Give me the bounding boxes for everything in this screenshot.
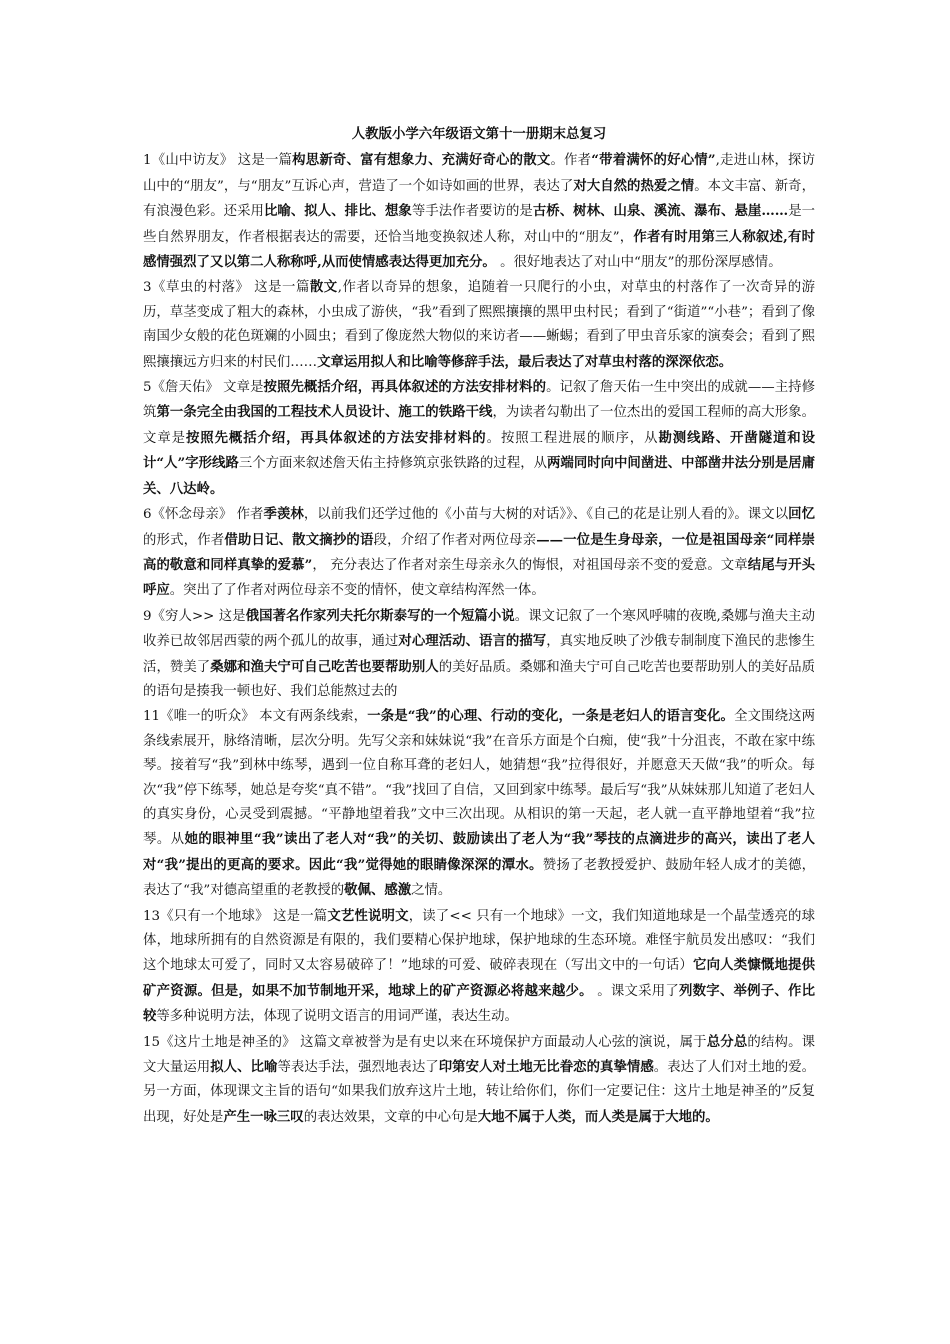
text-run: 的表达效果，文章的中心句是 <box>303 1109 478 1125</box>
bold-text: 第一条完全由我国的工程技术人员设计、施工的铁路干线 <box>156 404 493 421</box>
text-run: 段，介绍了作者对两位母亲 <box>373 532 537 548</box>
text-run: 的结构。课文大量运用 <box>143 1034 816 1076</box>
document-page <box>143 122 815 1130</box>
text-run: 1《山中访友》 这是一篇 <box>143 153 293 169</box>
bold-text: 按照先概括介绍，再具体叙述的方法安排材料的 <box>185 429 487 446</box>
text-run: 15《这片土地是神圣的》 这篇文章被誉为是有史以来在环境保护方面最动人心弦的演说，属于 <box>143 1034 707 1050</box>
bold-text: 印第安人对土地无比眷恋的真挚情感 <box>438 1059 654 1076</box>
text-run: ，以前我们还学过他的《小苗与大树的对话》》、《自己的花是让别人看的》。课文以 <box>303 507 789 523</box>
text-run: 之情。 <box>411 883 452 899</box>
text-run: 3《草虫的村落》 这是一篇 <box>143 280 310 296</box>
bold-text: 回忆 <box>788 506 816 523</box>
text-run: 6《怀念母亲》 作者 <box>143 507 264 523</box>
text-run: 的形式，作者 <box>143 532 225 548</box>
paragraph <box>143 275 815 375</box>
text-run: ， 充分表达了作者对亲生母亲永久的悔恨，对祖国母亲不变的爱意。文章 <box>312 557 748 573</box>
text-run: 11《唯一的听众》 本文有两条线索， <box>143 709 368 725</box>
bold-text: “带着满怀的好心情” <box>591 152 716 169</box>
text-run: 。本文丰富、新奇，有浪漫色彩。还采用 <box>143 178 815 220</box>
paragraph <box>143 1030 815 1131</box>
bold-text: 散文 <box>309 279 338 296</box>
bold-text: 敬佩、感激 <box>344 882 412 899</box>
bold-text: 它向人类慷慨地提供矿产资源。但是，如果不加节制地开采，地球上的矿产资源必将越来越少。 <box>143 957 816 999</box>
bold-text: 作者有时用第三人称叙述,有时感情强烈了又以第二人称称呼,从而使情感表达得更加充分。 <box>143 228 815 271</box>
document-title: 人教版小学六年级语文第十一册期末总复习 <box>351 126 607 142</box>
paragraph <box>143 502 815 604</box>
bold-text: 对大自然的热爱之情 <box>573 177 695 194</box>
bold-text: 对心理活动、语言的描写 <box>398 633 547 650</box>
text-run: ,作者以奇异的想象，追随着一只爬行的小虫，对草虫的村落作了一次奇异的游历，草茎变成了粗大的森林，小虫成了游侠，“我”看到了熙熙攘攘的黑甲虫村民；看到了“街道”“小巷”；看到了像南国少女般的花色斑斓的小圆虫；看到了像庞然大物似的来访者——蜥蜴；看到了甲虫音乐家的演奏会；看到了熙熙攘攘远方归来的村民们…… <box>143 280 815 370</box>
bold-text: 文章运用拟人和比喻等修辞手法，最后表达了对草虫村落的深深依恋。 <box>317 353 733 370</box>
text-run: 。课文记叙了一个寒风呼啸的夜晚,桑娜与渔夫主动收养已故邻居西蒙的两个孤儿的故事，通过 <box>143 608 816 650</box>
text-run: 的美好品质。桑娜和渔夫宁可自己吃苦也要帮助别人的美好品质的语句是揍我一顿也好、我们总能熬过去的 <box>143 659 816 699</box>
paragraph <box>143 704 815 903</box>
bold-text: 比喻、拟人、排比、想象 <box>263 203 412 220</box>
bold-text: 她的眼神里“我”读出了老人对“我”的关切、鼓励读出了老人为“我”琴技的点滴进步的高兴，读出了老人对“我”提出的更高的要求。因此“我”觉得她的眼睛像深深的潭水。 <box>143 831 816 873</box>
text-run: 。作者 <box>550 153 592 169</box>
text-run: 全文围绕这两条线索展开，脉络清晰，层次分明。先写父亲和妹妹说“我”在音乐方面是个白痴，使“我”十分沮丧，不敢在家中练琴。接着写“我”到林中练琴，遇到一位自称耳聋的老妇人，她猜想“我”拉得很好，并愿意天天做“我”的听众。每次“我”停下练琴，她总是夸奖“真不错”。“我”找回了自信，又回到家中练琴。最后写“我”从妹妹那儿知道了老妇人的真实身份，心灵受到震撼。“平静地望着我”文中三次出现。从相识的第一天起，老人就一直平静地望着“我”拉琴。从 <box>143 709 816 848</box>
text-run: 。课文采用了 <box>592 983 679 999</box>
text-run: 5《詹天佑》 文章是 <box>143 380 264 396</box>
text-run: 三个方面来叙述詹天佑主持修筑京张铁路的过程，从 <box>238 456 548 472</box>
text-run: ，真实地反映了沙俄专制制度下渔民的悲惨生活，赞美了 <box>143 634 816 675</box>
text-run: 。很好地表达了对山中“朋友”的那份深厚感情。 <box>495 255 782 271</box>
bold-text: ——一位是生身母亲，一位是祖国母亲“同样崇高的敬意和同样真挚的爱慕” <box>143 531 816 573</box>
bold-text: 列数字、举例子、作比较 <box>143 982 816 1025</box>
document-body <box>143 148 815 1130</box>
text-run: 赞扬了老教授爱护、鼓励年轻人成才的美德，表达了“我”对德高望重的老教授的 <box>143 857 815 899</box>
bold-text: 产生一咏三叹 <box>223 1108 304 1125</box>
paragraph <box>143 148 815 275</box>
paragraph <box>143 904 815 1030</box>
text-run: 。记叙了詹天佑一生中突出的成就——主持修筑 <box>143 380 816 421</box>
text-run: 等手法作者要访的是 <box>411 204 533 220</box>
bold-text: 总分总 <box>706 1033 748 1050</box>
bold-text: 勘测线路、开凿隧道和设计“人”字形线路 <box>143 429 816 472</box>
bold-text: 构思新奇、富有想象力、充满好奇心的散文 <box>292 152 551 169</box>
bold-text: 按照先概括介绍，再具体叙述的方法安排材料的 <box>263 379 547 396</box>
text-run: 等表达手法，强烈地表达了 <box>277 1060 439 1076</box>
bold-text: 俄国著名作家列夫托尔斯泰写的一个短篇小说 <box>245 607 515 624</box>
bold-text: 桑娜和渔夫宁可自己吃苦也要帮助别人 <box>210 658 439 675</box>
bold-text: 古桥、树林、山泉、溪流、瀑布、悬崖…… <box>532 203 789 220</box>
bold-text: 借助日记、散文摘抄的语 <box>224 531 374 548</box>
paragraph <box>143 604 815 705</box>
text-run: 等多种说明方法，体现了说明文语言的用词严谨，表达生动。 <box>156 1009 518 1025</box>
text-run: ，为读者勾勒出了一位杰出的爱国工程师的高大形象。文章是 <box>143 405 816 446</box>
text-run: 。按照工程进展的顺序，从 <box>486 430 659 446</box>
text-run: ，读了<< 只有一个地球》一文，我们知道地球是一个晶莹透亮的球体，地球所拥有的自然资源是有限的，我们要精心保护地球，保护地球的生态环境。难怪宇航员发出感叹：“我们这个地球太可爱了，同时又太容易破碎了！”地球的可爱、破碎表现在（写出文中的一句话） <box>143 908 816 974</box>
bold-text: 一条是“我”的心理、行动的变化，一条是老妇人的语言变化。 <box>367 708 735 725</box>
text-run: 。表达了人们对土地的爱。另一方面，体现课文主旨的语句“如果我们放弃这片土地，转让给你们，你们一定要记住：这片土地是神圣的”反复出现，好处是 <box>143 1060 816 1125</box>
bold-text: 文艺性说明文 <box>327 907 409 924</box>
bold-text: 大地不属于人类，而人类是属于大地的。 <box>477 1108 719 1125</box>
bold-text: 两端同时向中间凿进、中部凿井法分别是居庸关、八达岭。 <box>143 455 816 497</box>
text-run: 是一些自然界朋友，作者根据表达的需要，还恰当地变换叙述人称，对山中的“朋友”， <box>143 204 816 245</box>
paragraph <box>143 375 815 502</box>
bold-text: 季羡林 <box>263 506 304 523</box>
bold-text: 拟人、比喻 <box>210 1059 278 1076</box>
text-run: 13《只有一个地球》 这是一篇 <box>143 908 328 924</box>
text-run: ,走进山林，探访山中的“朋友”，与“朋友”互诉心声，营造了一个如诗如画的世界，表达了 <box>143 153 816 194</box>
bold-text: 结尾与开头呼应 <box>143 556 815 599</box>
text-run: 。突出了了作者对两位母亲不变的情怀，使文章结构浑然一体。 <box>169 583 545 599</box>
text-run: 9《穷人>> 这是 <box>143 608 246 624</box>
